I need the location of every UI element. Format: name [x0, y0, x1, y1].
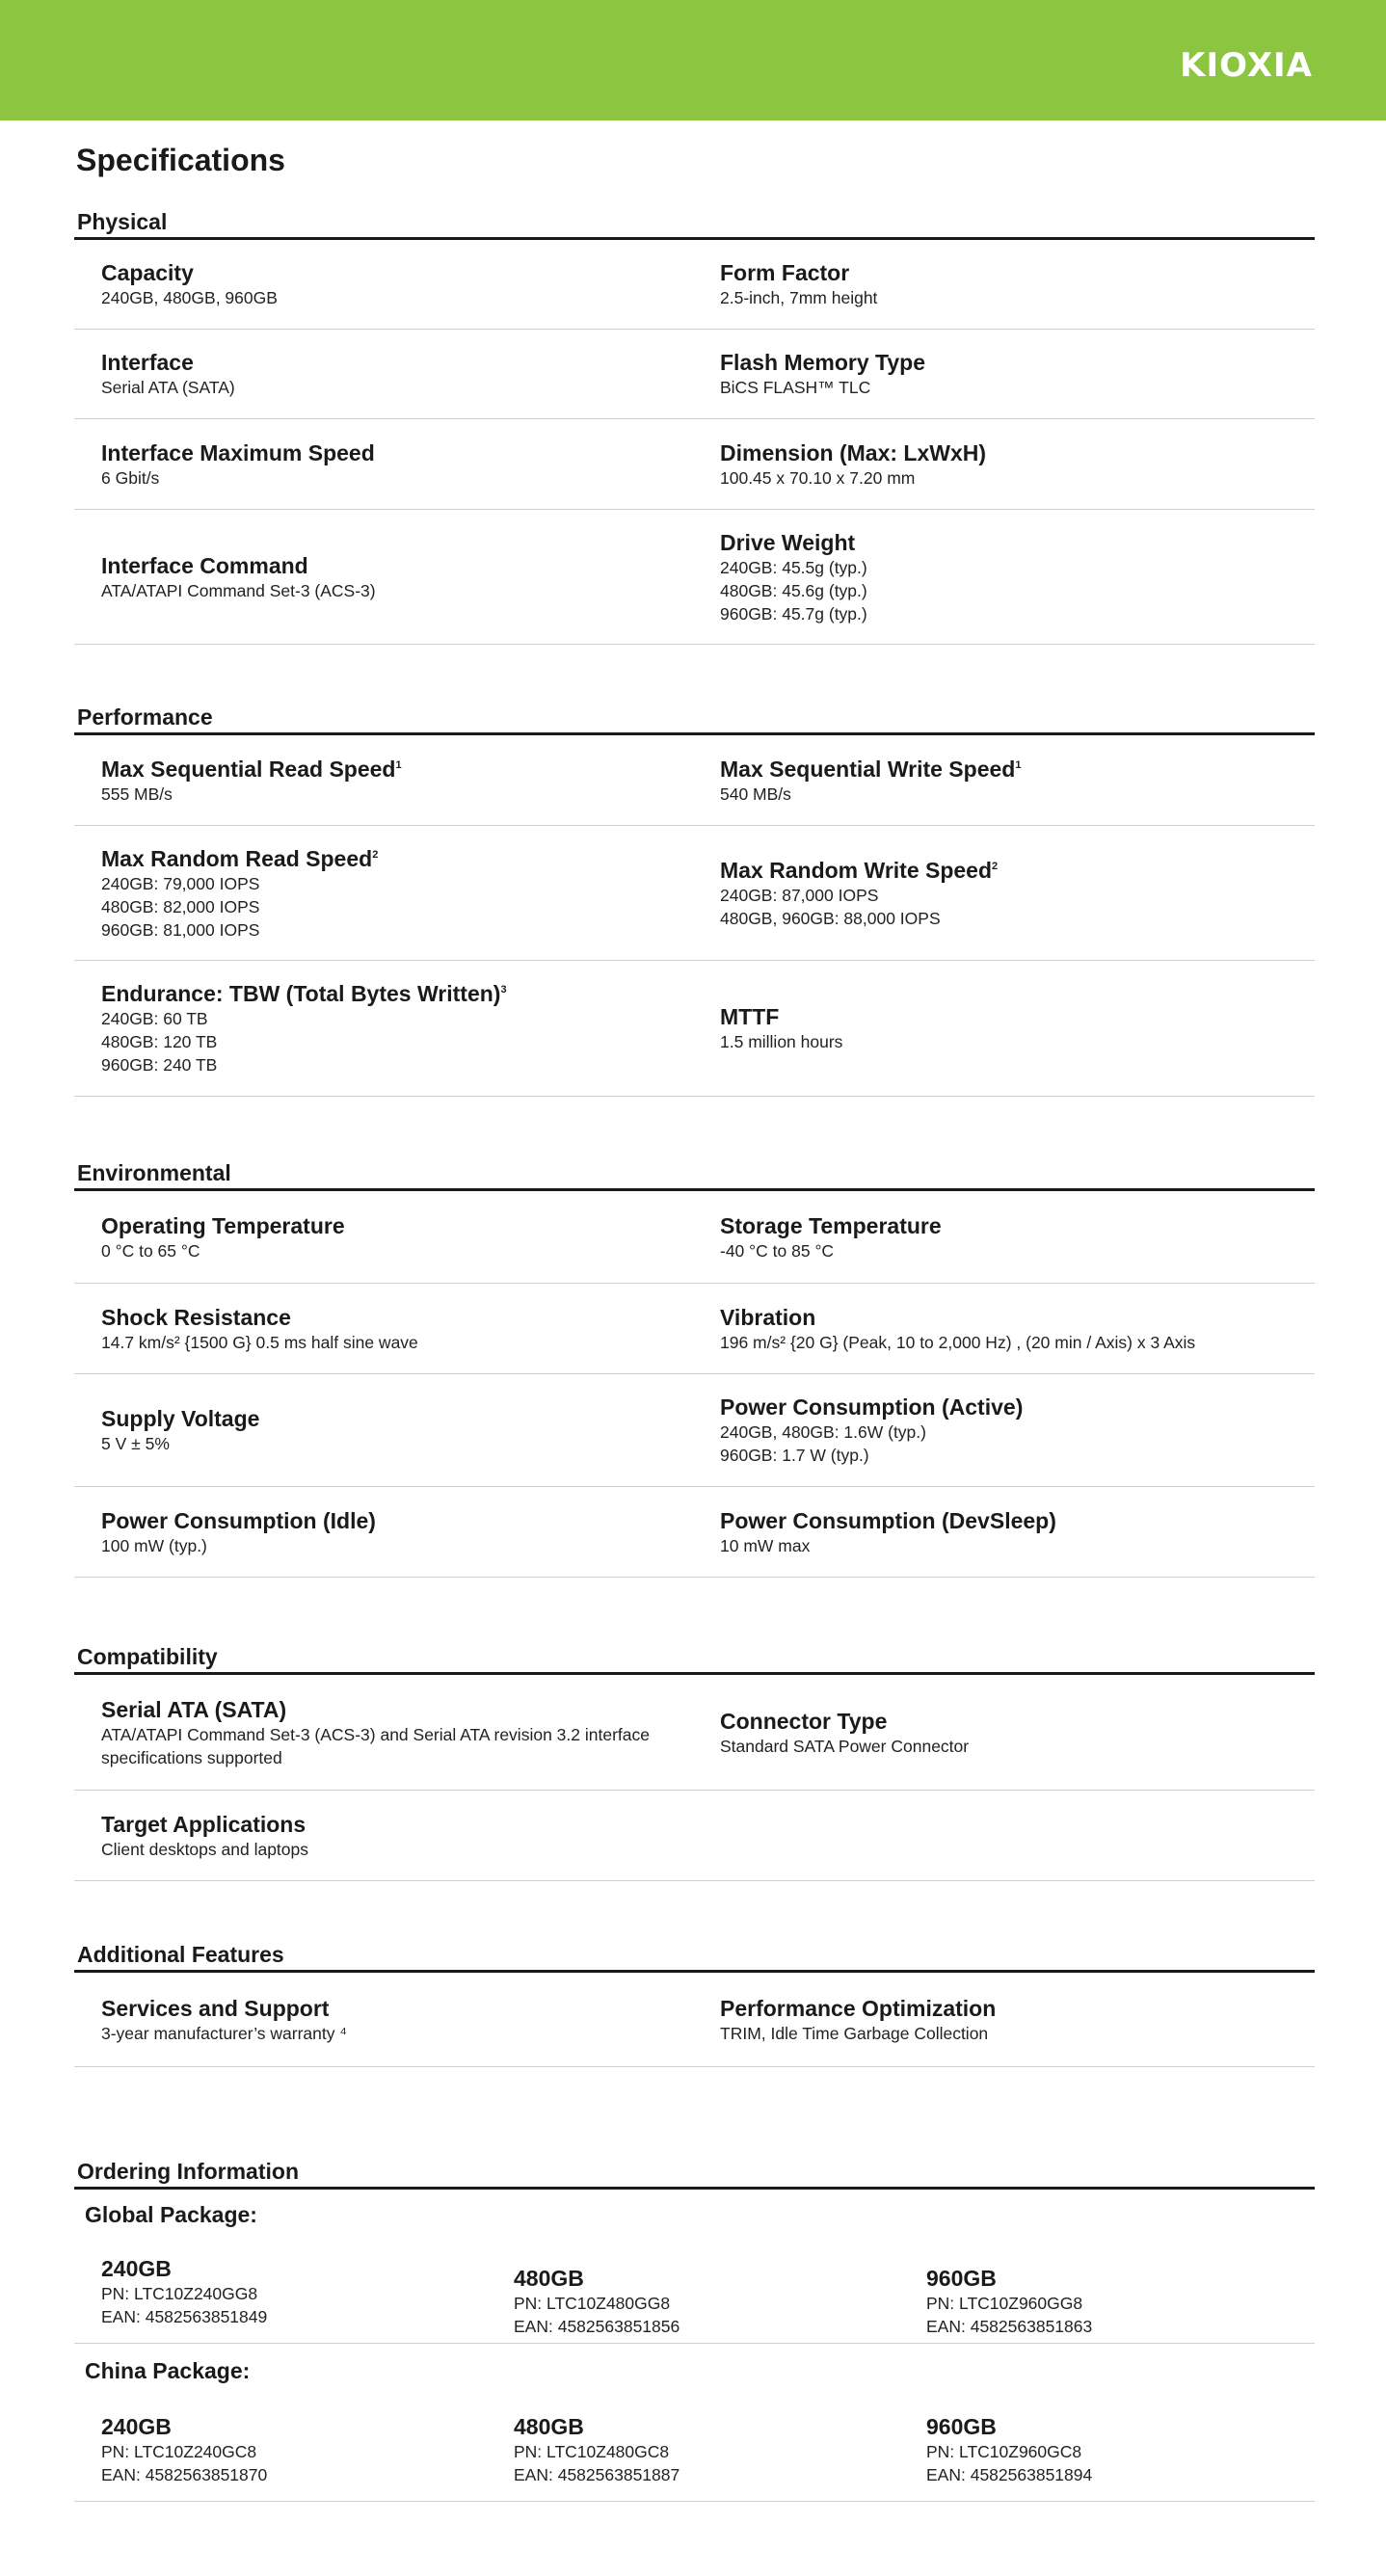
ordering-capacity: 480GB	[514, 2265, 584, 2291]
global-package-heading: Global Package:	[85, 2202, 257, 2227]
spec-cell	[74, 1405, 693, 1455]
spec-cell	[693, 1708, 1312, 1758]
spec-cell	[693, 529, 1312, 625]
spec-row	[74, 419, 1315, 510]
spec-label: Drive Weight	[720, 529, 856, 555]
spec-row	[74, 1675, 1315, 1791]
ordering-capacity: 240GB	[101, 2255, 172, 2281]
spec-label: Interface Command	[101, 552, 308, 578]
spec-label: Operating Temperature	[101, 1212, 345, 1238]
spec-label: Connector Type	[720, 1708, 888, 1734]
spec-cell	[74, 980, 693, 1076]
spec-label: Storage Temperature	[720, 1212, 942, 1238]
ean-code: EAN: 4582563851887	[514, 2464, 680, 2484]
spec-cell	[693, 1304, 1312, 1354]
spec-cell	[74, 845, 693, 942]
spec-label: Max Sequential Read Speed$^1$	[101, 756, 402, 782]
spec-cell	[693, 756, 1312, 806]
spec-row	[74, 1791, 1315, 1881]
spec-label: Power Consumption (Idle)	[101, 1507, 376, 1533]
part-number: PN: LTC10Z480GG8	[514, 2293, 671, 2313]
spec-cell	[74, 756, 693, 806]
spec-value: BiCS FLASH™ TLC	[720, 378, 871, 397]
header-bar	[0, 0, 1386, 120]
part-number: PN: LTC10Z960GG8	[926, 2293, 1083, 2313]
spec-row	[74, 1191, 1315, 1284]
spec-value: 1.5 million hours	[720, 1032, 843, 1051]
spec-label: Target Applications	[101, 1811, 307, 1837]
ean-code: EAN: 4582563851856	[514, 2316, 680, 2336]
brand-logo: KIOXIA	[1180, 46, 1313, 85]
spec-value: 555 MB/s	[101, 783, 173, 804]
spec-value: Standard SATA Power Connector	[720, 1736, 970, 1756]
spec-cell	[693, 1003, 1312, 1053]
spec-label: Interface Maximum Speed	[101, 439, 375, 465]
ordering-cell	[487, 2413, 899, 2486]
spec-label: Power Consumption (Active)	[720, 1394, 1024, 1420]
spec-row	[74, 1284, 1315, 1374]
section-physical	[74, 207, 1315, 645]
section-title: Performance	[74, 703, 1315, 735]
part-number: PN: LTC10Z240GC8	[101, 2441, 257, 2461]
spec-cell	[74, 439, 693, 490]
spec-label: Endurance: TBW (Total Bytes Written)$^3$	[101, 981, 507, 1006]
spec-cell	[74, 349, 693, 399]
spec-label: Serial ATA (SATA)	[101, 1696, 287, 1722]
spec-value: 240GB: 60 TB 480GB: 120 TB 960GB: 240 TB	[101, 1009, 218, 1075]
spec-label: Max Random Read Speed$^2$	[101, 845, 379, 871]
footnote-marker: 1	[395, 758, 402, 771]
spec-value: Client desktops and laptops	[101, 1839, 308, 1859]
spec-cell	[74, 259, 693, 309]
spec-value: 5 V ± 5%	[101, 1434, 170, 1453]
spec-cell	[74, 1212, 693, 1262]
spec-cell	[74, 1811, 693, 1861]
ean-code: EAN: 4582563851863	[926, 2316, 1093, 2336]
spec-row	[74, 1487, 1315, 1578]
ordering-row	[74, 2240, 1315, 2344]
spec-value: 240GB, 480GB, 960GB	[101, 288, 278, 307]
spec-row	[74, 961, 1315, 1097]
spec-row	[74, 1973, 1315, 2067]
section-environmental	[74, 1158, 1315, 1578]
spec-cell	[693, 1995, 1312, 2045]
ordering-row	[74, 2398, 1315, 2502]
spec-cell	[693, 1212, 1312, 1262]
spec-value: 14.7 km/s² {1500 G} 0.5 ms half sine wave	[101, 1332, 418, 1352]
ean-code: EAN: 4582563851870	[101, 2464, 268, 2484]
spec-label: Power Consumption (DevSleep)	[720, 1507, 1056, 1533]
ordering-cell	[899, 2413, 1312, 2486]
section-title: Physical	[74, 207, 1315, 240]
spec-cell	[693, 439, 1312, 490]
spec-row	[74, 330, 1315, 419]
spec-label: Dimension (Max: LxWxH)	[720, 439, 987, 465]
ordering-cell	[487, 2245, 899, 2338]
ean-code: EAN: 4582563851894	[926, 2464, 1093, 2484]
spec-value: 3-year manufacturer’s warranty ⁴	[101, 2023, 347, 2043]
spec-cell	[693, 857, 1312, 930]
spec-cell	[74, 1696, 693, 1769]
spec-cell	[693, 1394, 1312, 1467]
spec-label: Form Factor	[720, 260, 850, 285]
section-title: Compatibility	[74, 1642, 1315, 1675]
spec-value: 540 MB/s	[720, 783, 791, 804]
footnote-marker: 2	[992, 860, 999, 872]
ean-code: EAN: 4582563851849	[101, 2306, 268, 2326]
ordering-capacity: 240GB	[101, 2413, 172, 2439]
spec-value: TRIM, Idle Time Garbage Collection	[720, 2023, 989, 2043]
section-compatibility	[74, 1642, 1315, 1881]
footnote-marker: 2	[372, 848, 379, 861]
spec-value: 196 m/s² {20 G} (Peak, 10 to 2,000 Hz) , (20 min / Axis) x 3 Axis	[720, 1332, 1196, 1352]
spec-value: Serial ATA (SATA)	[101, 378, 235, 397]
spec-value: 0 °C to 65 °C	[101, 1240, 200, 1261]
spec-row	[74, 735, 1315, 826]
spec-cell	[74, 1995, 693, 2045]
spec-label: Supply Voltage	[101, 1406, 260, 1431]
spec-cell	[693, 1507, 1312, 1557]
spec-value: 2.5-inch, 7mm height	[720, 288, 878, 307]
spec-label: Shock Resistance	[101, 1304, 291, 1330]
footnote-marker: 3	[500, 984, 507, 996]
spec-row	[74, 510, 1315, 645]
spec-label: Vibration	[720, 1304, 816, 1330]
part-number: PN: LTC10Z960GC8	[926, 2441, 1082, 2461]
section-title: Environmental	[74, 1158, 1315, 1191]
spec-cell	[74, 1507, 693, 1557]
ordering-capacity: 480GB	[514, 2413, 584, 2439]
section-ordering-information	[74, 2157, 1315, 2502]
section-title: Additional Features	[74, 1940, 1315, 1973]
ordering-cell	[74, 2255, 487, 2328]
china-package-heading: China Package:	[85, 2358, 251, 2383]
spec-value: -40 °C to 85 °C	[720, 1240, 835, 1261]
ordering-capacity: 960GB	[926, 2265, 997, 2291]
spec-value: 240GB: 45.5g (typ.) 480GB: 45.6g (typ.) 960GB: 45.7g (typ.)	[720, 557, 867, 624]
spec-value: ATA/ATAPI Command Set-3 (ACS-3)	[101, 580, 376, 600]
ordering-capacity: 960GB	[926, 2413, 997, 2439]
part-number: PN: LTC10Z240GG8	[101, 2283, 258, 2303]
spec-label: Capacity	[101, 260, 194, 285]
spec-row	[74, 240, 1315, 330]
section-title: Ordering Information	[74, 2157, 1315, 2190]
spec-cell	[693, 349, 1312, 399]
spec-cell	[74, 1304, 693, 1354]
page-title: Specifications	[76, 143, 285, 177]
spec-value: 100 mW (typ.)	[101, 1535, 207, 1555]
spec-label: Performance Optimization	[720, 1995, 997, 2021]
section-performance	[74, 703, 1315, 1097]
spec-cell	[693, 259, 1312, 309]
footnote-marker: 1	[1015, 758, 1022, 771]
spec-value: ATA/ATAPI Command Set-3 (ACS-3) and Serial ATA revision 3.2 interface specifications supported	[101, 1724, 650, 1767]
ordering-cell	[74, 2413, 487, 2486]
spec-value: 100.45 x 70.10 x 7.20 mm	[720, 467, 916, 488]
spec-label: MTTF	[720, 1004, 780, 1029]
spec-row	[74, 1374, 1315, 1487]
spec-label: Interface	[101, 350, 194, 375]
spec-label: Flash Memory Type	[720, 350, 926, 375]
spec-value: 240GB: 79,000 IOPS 480GB: 82,000 IOPS 960GB: 81,000 IOPS	[101, 873, 260, 940]
spec-value: 10 mW max	[720, 1535, 811, 1555]
spec-cell	[74, 552, 693, 602]
spec-label: Max Sequential Write Speed$^1$	[720, 756, 1022, 782]
section-additional-features	[74, 1940, 1315, 2067]
spec-label: Services and Support	[101, 1995, 330, 2021]
part-number: PN: LTC10Z480GC8	[514, 2441, 670, 2461]
spec-value: 240GB: 87,000 IOPS 480GB, 960GB: 88,000 IOPS	[720, 885, 941, 928]
ordering-cell	[899, 2245, 1312, 2338]
spec-value: 240GB, 480GB: 1.6W (typ.) 960GB: 1.7 W (typ.)	[720, 1422, 926, 1465]
spec-label: Max Random Write Speed$^2$	[720, 857, 999, 883]
spec-row	[74, 826, 1315, 961]
spec-value: 6 Gbit/s	[101, 467, 160, 488]
